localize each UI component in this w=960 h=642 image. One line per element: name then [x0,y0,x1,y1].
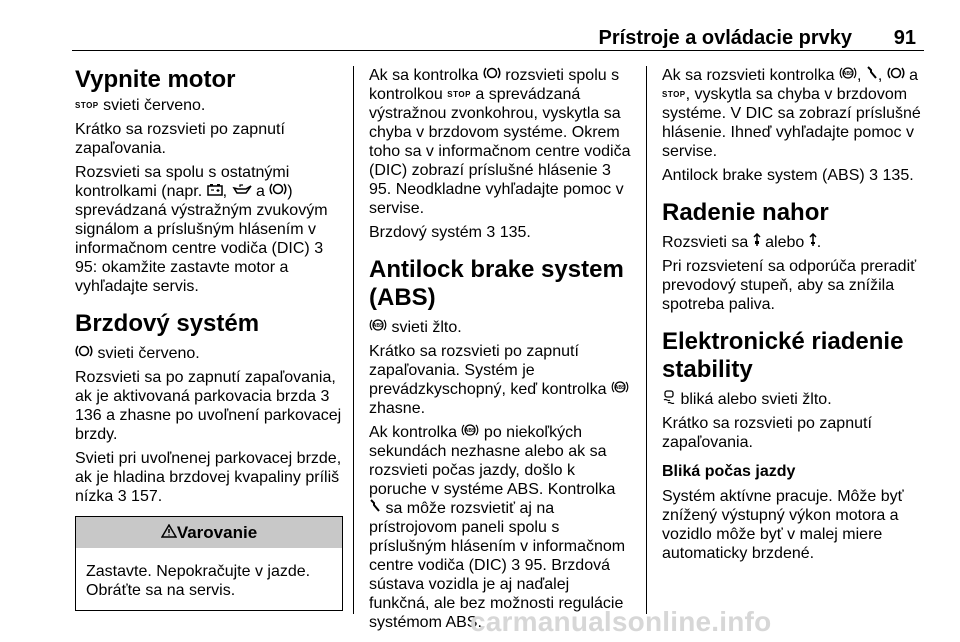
gear-upshift-icon [753,233,761,252]
brake-warning-icon [887,66,905,85]
page-header-title: Prístroje a ovládacie prvky [598,27,852,49]
abs-icon [461,423,479,442]
column-2 [369,66,631,637]
paragraph: Pri rozsvietení sa odporúča preradiť prevodový stupeň, aby sa znížila spotreba paliva. [662,258,917,313]
watermark: carmanualsonline.info [470,606,772,637]
svg-text:ABS: ABS [842,71,854,77]
column-1 [75,66,343,611]
warning-box [75,516,343,611]
brake-warning-icon [269,182,287,201]
brake-warning-icon [483,66,501,85]
check-mark: 3 [486,224,496,241]
paragraph: bliká alebo svieti žlto. [662,390,930,409]
check-mark: 3 [320,388,330,405]
svg-text:ABS: ABS [465,428,476,434]
check-mark: 3 [601,162,611,179]
paragraph: Ak sa kontrolka rozsvieti spolu s kontrolkou STOP a sprevádzaná výstražnou zvonkohrou, vyskytla sa chyba v brzdovom systéme. Okrem toho sa v informačnom centre vodiča (DIC) zobrazí príslušné hlásenie 3 95. Neodkladne vyhľadajte pomoc v servise. [369,67,631,217]
check-mark: 3 [869,167,879,184]
page-number: 91 [893,27,916,49]
paragraph: ABS svieti žlto. [369,318,631,337]
paragraph: Rozsvieti sa po zapnutí zapaľovania, ak je aktivovaná parkovacia brzda 3 136 a zhasne po uvoľnení parkovacej brzdy. [75,369,342,443]
page-header [72,0,924,51]
column-divider [353,66,354,614]
heading-abs: Antilock brake system (ABS) [369,256,624,311]
paragraph: Krátko sa rozsvieti po zapnutí zapaľovania. Systém je prevádzkyschopný, keď kontrolka ABS zhasne. [369,342,631,418]
brake-warning-icon [75,344,93,363]
paragraph: Rozsvieti sa spolu s ostatnými kontrolkami (napr. , a ) sprevádzaná výstražným zvukovým signálom a príslušným hlásením v informačnom centre vodiča (DIC) 3 95: okamžite zastavte motor a vyhľadajte servis. [75,164,328,295]
paragraph: Systém aktívne pracuje. Môže byť znížený výstupný výkon motora a vozidlo môže byť v malej miere automaticky brzdené. [662,488,904,562]
wrench-icon [369,499,381,518]
svg-text:ABS: ABS [614,385,626,391]
battery-icon [207,182,223,201]
warning-body: Zastavte. Nepokračujte v jazde. Obráťte sa na servis. [86,563,311,599]
paragraph: STOP svieti červeno. [75,97,206,114]
paragraph: Ak kontrolka ABS po niekoľkých sekundách nezhasne alebo ak sa rozsvieti počas jazdy, došlo k poruche v systéme ABS. Kontrolka sa môže rozsvietiť aj na prístrojovom paneli spolu s príslušným hlásením v informačnom centre vodiča (DIC) 3 95. Brzdová sústava vozidla je aj naďalej funkčná, ale bez možnosti regulácie systémom ABS. [369,424,626,631]
check-mark: 3 [117,488,127,505]
check-mark: 3 [511,557,521,574]
heading-blika-pocas-jazdy: Bliká počas jazdy [662,463,796,480]
paragraph: Svieti pri uvoľnenej parkovacej brzde, ak je hladina brzdovej kvapaliny príliš nízka 3 157. [75,450,342,505]
warning-triangle-icon [161,523,177,542]
abs-icon [839,66,857,85]
stop-icon: STOP [75,101,99,110]
heading-radenie-nahor: Radenie nahor [662,199,829,226]
oil-can-icon [232,182,252,201]
paragraph: Krátko sa rozsvieti po zapnutí zapaľovania. [662,415,872,451]
heading-brzdovy-system: Brzdový systém [75,310,260,337]
column-3 [662,66,930,568]
paragraph: Brzdový systém 3 135. [369,224,531,241]
stop-icon: STOP [662,90,686,99]
paragraph: Antilock brake system (ABS) 3 135. [662,167,914,184]
abs-icon [611,380,629,399]
paragraph: Rozsvieti sa alebo . [662,234,822,251]
column-divider [646,66,647,614]
warning-title: Varovanie [176,523,258,542]
abs-icon [369,318,387,337]
paragraph: Krátko sa rozsvieti po zapnutí zapaľovania. [75,121,285,157]
wrench-icon [866,66,878,85]
paragraph: svieti červeno. [75,344,343,363]
warning-header [76,517,342,548]
paragraph: Ak sa rozsvieti kontrolka ABS , , a STOP, vyskytla sa chyba v brzdovom systéme. V DIC sa zobrazí príslušné hlásenie. Ihneď vyhľadajte pomoc v servise. [662,67,921,160]
svg-text:ABS: ABS [372,323,384,329]
stop-icon: STOP [447,90,471,99]
check-mark: 3 [314,240,324,257]
esc-car-skid-icon [662,390,676,409]
heading-vypnite-motor: Vypnite motor [75,66,236,93]
heading-elektronicke-riadenie-stability: Elektronické riadenie stability [662,328,904,383]
gear-upshift-icon [809,233,817,252]
